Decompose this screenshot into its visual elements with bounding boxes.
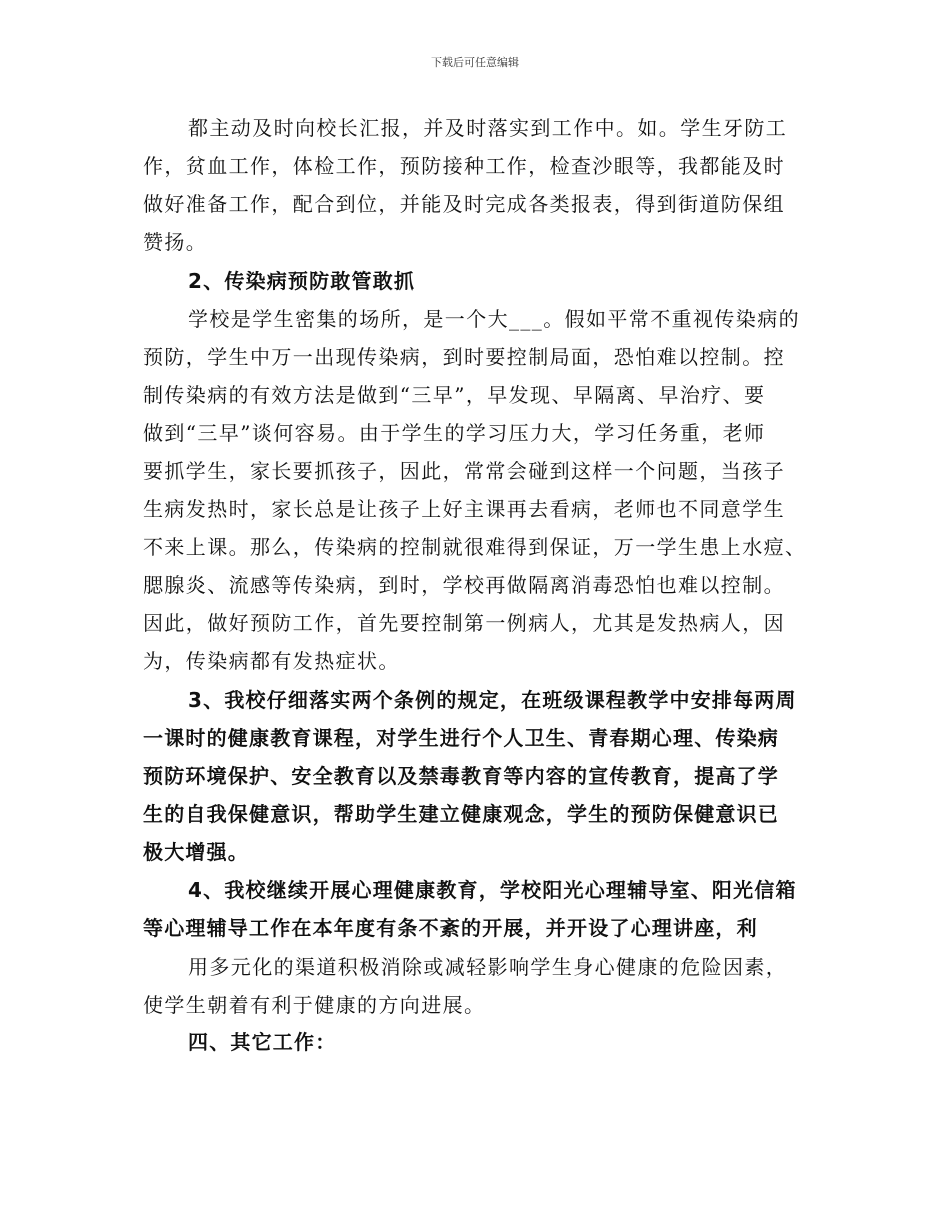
para3-line-3: 预防环境保护、安全教育以及禁毒教育等内容的宣传教育，提高了学	[143, 764, 779, 788]
para2-line-6: 生病发热时，家长总是让孩子上好主课再去看病，老师也不同意学生	[143, 497, 785, 521]
para5-line-2: 使学生朝着有利于健康的方向进展。	[143, 993, 486, 1017]
para2-line-8: 腮腺炎、流感等传染病，到时，学校再做隔离消毒恐怕也难以控制。	[143, 573, 785, 597]
para5-line-1: 用多元化的渠道积极消除或减轻影响学生身心健康的危险因素，	[188, 955, 788, 979]
para2-line-1: 学校是学生密集的场所，是一个大___。假如平常不重视传染病的	[188, 307, 800, 331]
section-heading-other-work: 四、其它工作：	[188, 1030, 337, 1054]
para2-line-3: 制传染病的有效方法是做到“三早”，早发现、早隔离、早治疗、要	[143, 383, 766, 407]
para4-line-1: 4、我校继续开展心理健康教育，学校阳光心理辅导室、阳光信箱	[188, 878, 797, 902]
para2-line-7: 不来上课。那么，传染病的控制就很难得到保证，万一学生患上水痘、	[143, 535, 807, 559]
para4-line-2: 等心理辅导工作在本年度有条不紊的开展，并开设了心理讲座，利	[143, 916, 758, 940]
para3-line-4: 生的自我保健意识，帮助学生建立健康观念，学生的预防保健意识已	[143, 802, 779, 826]
para2-line-10: 为，传染病都有发热症状。	[143, 649, 400, 673]
para3-line-2: 一课时的健康教育课程，对学生进行个人卫生、青春期心理、传染病	[143, 726, 779, 750]
para1-line-3: 做好准备工作，配合到位，并能及时完成各类报表，得到街道防保组	[143, 192, 785, 216]
para2-line-9: 因此，做好预防工作，首先要控制第一例病人，尤其是发热病人，因	[143, 611, 785, 635]
para2-line-4: 做到“三早”谈何容易。由于学生的学习压力大，学习任务重，老师	[143, 421, 766, 445]
para1-line-4: 赞扬。	[143, 230, 208, 254]
para3-line-1: 3、我校仔细落实两个条例的规定，在班级课程教学中安排每两周	[188, 688, 797, 712]
page-header-note: 下载后可任意编辑	[431, 56, 519, 69]
para3-line-5: 极大增强。	[143, 840, 249, 864]
para1-line-2: 作，贫血工作，体检工作，预防接种工作，检查沙眼等，我都能及时	[143, 154, 785, 178]
para2-line-5: 要抓学生，家长要抓孩子，因此，常常会碰到这样一个问题，当孩子	[143, 459, 785, 483]
para2-line-2: 预防，学生中万一出现传染病，到时要控制局面，恐怕难以控制。控	[143, 345, 785, 369]
section-heading-infectious-disease: 2、传染病预防敢管敢抓	[188, 269, 416, 293]
para1-line-1: 都主动及时向校长汇报，并及时落实到工作中。如。学生牙防工	[188, 116, 788, 140]
